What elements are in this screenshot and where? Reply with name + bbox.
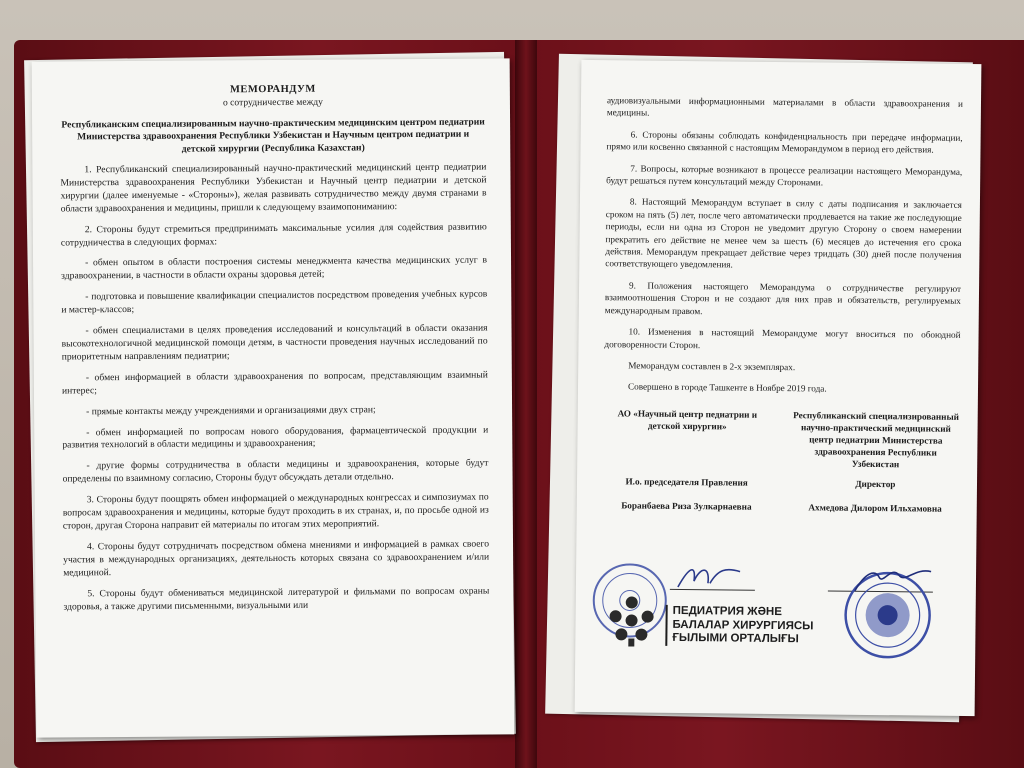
logo-line: ПЕДИАТРИЯ ЖӘНЕ: [672, 604, 782, 619]
memorandum-page-2: [575, 60, 982, 716]
paragraph: 2. Стороны будут стремиться предпринимать максимальные усилия для содействия развитию сотрудничества в следующих формах:: [60, 221, 487, 249]
paragraph: 3. Стороны будут поощрять обмен информацией о международных конгрессах и симпозиумах по вопросам здравоохранения и медицины, которые будут проходить в их странах, и, по просьбе одной из сторон, другая Сторона направит ей материалы по итогам этих мероприятий.: [62, 491, 489, 532]
paragraph: - обмен опытом в области построения системы менеджмента качества медицинских услуг в здравоохранении, в частности в области охраны здоровья детей;: [61, 254, 488, 282]
paragraph: 8. Настоящий Меморандум вступает в силу с даты подписания и заключается сроком на пять (5) лет, после чего автоматически продлевается на такие же последующие периоды, если ни одна из Сторон не уведомит другую Сторону о своем намерении прекратить его действие не менее чем за шесть (6) месяцев до истечения его срока действия. Меморандум прекращает действие через тридцать (30) дней после получения соответствующего уведомления.: [605, 196, 962, 270]
signature-right-icon: [835, 563, 945, 598]
signatory-org: Республиканский специализированный научно-практический медицинский центр педиатрии Министерства здравоохранения Республики Узбекистан: [793, 409, 960, 469]
parties-heading: Республиканским специализированным научно-практическим медицинским центром педиатрии Министерства здравоохранения Республики Узбекистан и Научным центром педиатрии и детской хирургии (Республика Казахстан): [61, 116, 485, 155]
memorandum-page-1: [32, 58, 515, 737]
paragraph: - другие формы сотрудничества в области медицины и здравоохранения, которые будут определены по взаимному согласию, Стороны будут обсуждать детали отдельно.: [62, 457, 489, 485]
paragraph: - обмен специалистами в целях проведения исследований и консультаций в области оказания высокотехнологичной медицинской помощи детям, в частности проведения научных исследований по приоритетным направлениям педиатрии;: [61, 322, 488, 363]
signatories-block: [603, 407, 960, 515]
signatory-name: Боранбаева Риза Зулкарнаевна: [621, 500, 752, 512]
paragraph: Меморандум составлен в 2-х экземплярах.: [628, 360, 796, 373]
document-title: МЕМОРАНДУМ: [229, 83, 316, 96]
signatory-position: Директор: [855, 478, 896, 489]
paragraph: 7. Вопросы, которые возникают в процессе реализации настоящего Меморандума, будут решаться путем консультаций между Сторонами.: [606, 163, 963, 188]
page-1-content: [60, 83, 490, 622]
paragraph: - подготовка и повышение квалификации специалистов посредством проведения учебных курсов и мастер-классов;: [61, 288, 488, 316]
folder-spine: [515, 40, 537, 768]
center-logo-text: [665, 605, 813, 647]
document-subtitle: о сотрудничестве между: [222, 96, 323, 109]
paragraph: аудиовизуальными информационными материалами в области здравоохранения и медицины.: [606, 95, 964, 119]
logo-line: ҒЫЛЫМИ ОРТАЛЫҒЫ: [672, 631, 799, 646]
paragraph: 5. Стороны будут обмениваться медицинской литературой и фильмами по вопросам охраны здоровья, а также другими письменными, визуальными или: [63, 585, 490, 612]
page-2-content: [603, 94, 963, 514]
paragraph: 1. Республиканский специализированный научно-практический медицинский центр педиатрии Министерства здравоохранения Республики Узбекистан и Научный центр педиатрии и детской хирургии (далее именуемые - «Стороны»), желая развивать сотрудничество между двумя странами в области здравоохранения и медицины, пришли к следующему взаимопониманию:: [60, 161, 487, 215]
paragraph: 9. Положения настоящего Меморандума о сотрудничестве регулируют взаимоотношения Сторон и не создают для них прав и обязательств, регулируемых международным правом.: [604, 280, 962, 316]
paragraph: 10. Изменения в настоящий Меморандуме могут вноситься по обоюдной договоренности Сторон.: [604, 326, 961, 350]
paragraph: - прямые контакты между учреждениями и организациями двух стран;: [86, 403, 376, 417]
signatory-position: И.о. председателя Правления: [625, 476, 748, 488]
signatory-org: АО «Научный центр педиатрии и детской хирургии»: [617, 408, 758, 432]
signatory-uzbekistan: [791, 409, 959, 515]
signature-left-icon: [670, 561, 750, 592]
paragraph: 4. Стороны будут сотрудничать посредством обмена мнениями и информацией в рамках своего участия в международных организациях, деятельность которых связана со здравоохранением и/или медициной.: [63, 538, 490, 579]
signatory-kazakhstan: [603, 407, 771, 513]
paragraph: Совершено в городе Ташкенте в Ноябре 2019 года.: [627, 381, 827, 394]
paragraph: - обмен информацией в области здравоохранения по вопросам, представляющим взаимный интерес;: [61, 369, 488, 397]
logo-line: БАЛАЛАР ХИРУРГИЯСЫ: [672, 618, 814, 632]
seals-and-signatures: [589, 560, 966, 704]
center-logo-icon: [603, 592, 660, 649]
signatory-name: Ахмедова Дилором Ильхамовна: [808, 502, 942, 514]
paragraph: - обмен информацией по вопросам нового оборудования, фармацевтической продукции и развития технологий в области медицины и здравоохранения;: [62, 424, 489, 451]
paragraph: 6. Стороны обязаны соблюдать конфиденциальность при передаче информации, прямо или косвенно связанной с настоящим Меморандумом в период его действия.: [606, 129, 963, 155]
